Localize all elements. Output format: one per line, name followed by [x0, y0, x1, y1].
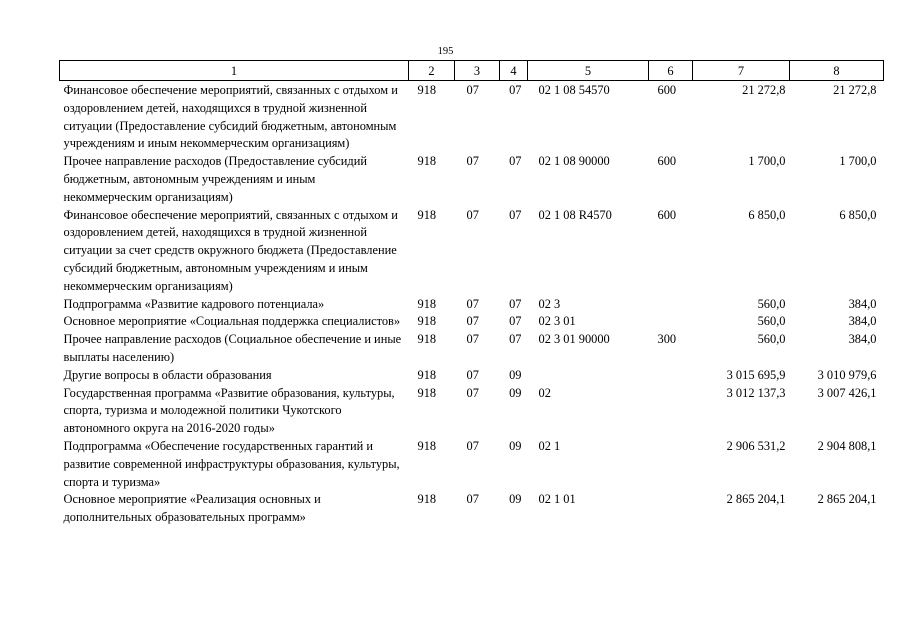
column-header: 1: [60, 61, 409, 81]
grbs-code: 918: [417, 438, 437, 453]
column-header: 3: [455, 61, 500, 81]
expense-type-code: [649, 438, 693, 491]
expense-name: Основное мероприятие «Социальная поддержка специалистов»: [63, 314, 401, 329]
table-row: [60, 491, 884, 527]
subsection-code: 09: [509, 367, 522, 382]
target-item-code: 02 3 01 90000: [538, 332, 610, 347]
expense-name: Прочее направление расходов (Предоставление субсидий бюджетным, автономным учреждениям и иным некоммерческим организациям): [63, 154, 367, 204]
target-item-code: 02 3: [538, 296, 561, 311]
expense-name: Прочее направление расходов (Социальное обеспечение и иные выплаты населению): [63, 332, 402, 364]
subsection-code: 07: [509, 83, 522, 97]
expense-type-code: [649, 385, 693, 438]
table-body: [60, 81, 884, 527]
section-code: 07: [466, 154, 479, 169]
subsection-code: 09: [509, 385, 522, 400]
table-row: [60, 313, 884, 331]
amount-year-2: 384,0: [848, 314, 877, 329]
table-row: [60, 367, 884, 385]
amount-year-2: 2 865 204,1: [817, 492, 877, 507]
amount-year-1: 21 272,8: [742, 83, 786, 97]
subsection-code: 07: [509, 332, 522, 347]
amount-year-1: 1 700,0: [748, 154, 786, 169]
subsection-code: 07: [509, 207, 522, 222]
grbs-code: 918: [417, 296, 437, 311]
expense-name: Финансовое обеспечение мероприятий, связанных с отдыхом и оздоровлением детей, находящихся в трудной жизненной ситуации за счет средств окружного бюджета (Предоставление субсидий бюджетным, автономным учреждениям и иным некоммерческим организациям): [63, 207, 398, 293]
section-code: 07: [466, 83, 479, 97]
table-row: [60, 207, 884, 296]
page-number: 195: [437, 46, 454, 57]
column-header: 6: [649, 61, 693, 81]
amount-year-1: 3 012 137,3: [726, 385, 786, 400]
grbs-code: 918: [417, 314, 437, 329]
grbs-code: 918: [417, 385, 437, 400]
table-row: [60, 153, 884, 206]
header-row: [60, 61, 884, 81]
column-header: 5: [528, 61, 649, 81]
amount-year-1: 560,0: [757, 296, 786, 311]
amount-year-1: 6 850,0: [748, 207, 786, 222]
grbs-code: 918: [417, 154, 437, 169]
expense-type-code: 600: [657, 207, 677, 222]
target-item-code: 02 1 01: [538, 492, 576, 507]
grbs-code: 918: [417, 83, 437, 97]
expense-name: Основное мероприятие «Реализация основных и дополнительных образовательных программ»: [63, 492, 321, 525]
amount-year-1: 3 015 695,9: [726, 367, 786, 382]
budget-table: [59, 60, 884, 527]
amount-year-1: 560,0: [757, 332, 786, 347]
expense-name: Государственная программа «Развитие образования, культуры, спорта, туризма и молодежной политики Чукотского автономного округа на 2016-2020 годы»: [63, 385, 395, 436]
section-code: 07: [466, 314, 479, 329]
target-item-code: 02 1: [538, 438, 561, 453]
table-row: [60, 81, 884, 154]
target-item-code: [528, 367, 649, 385]
section-code: 07: [466, 367, 479, 382]
section-code: 07: [466, 207, 479, 222]
grbs-code: 918: [417, 367, 437, 382]
amount-year-2: 3 010 979,6: [817, 367, 877, 382]
expense-type-code: [649, 313, 693, 331]
amount-year-1: 560,0: [757, 314, 786, 329]
expense-type-code: 600: [657, 83, 677, 97]
amount-year-2: 6 850,0: [839, 207, 877, 222]
grbs-code: 918: [417, 207, 437, 222]
amount-year-2: 21 272,8: [833, 83, 877, 97]
amount-year-2: 1 700,0: [839, 154, 877, 169]
section-code: 07: [466, 332, 479, 347]
column-header: 7: [693, 61, 790, 81]
target-item-code: 02 1 08 90000: [538, 154, 610, 169]
expense-name: Подпрограмма «Обеспечение государственных гарантий и развитие современной инфраструктуры образования, культуры, спорта и туризма»: [63, 438, 400, 489]
table-row: [60, 438, 884, 491]
grbs-code: 918: [417, 492, 437, 507]
target-item-code: 02 1 08 54570: [538, 83, 610, 97]
target-item-code: 02 1 08 R4570: [538, 207, 612, 222]
subsection-code: 09: [509, 492, 522, 507]
expense-name: Другие вопросы в области образования: [63, 367, 272, 382]
table-header: [60, 61, 884, 81]
grbs-code: 918: [417, 332, 437, 347]
table-row: [60, 296, 884, 314]
target-item-code: 02 3 01: [538, 314, 576, 329]
subsection-code: 07: [509, 314, 522, 329]
amount-year-2: 384,0: [848, 332, 877, 347]
amount-year-2: 3 007 426,1: [817, 385, 877, 400]
column-header: 4: [500, 61, 528, 81]
expense-type-code: [649, 367, 693, 385]
amount-year-1: 2 865 204,1: [726, 492, 786, 507]
target-item-code: 02: [538, 385, 551, 400]
expense-type-code: [649, 491, 693, 527]
expense-name: Подпрограмма «Развитие кадрового потенциала»: [63, 296, 325, 311]
section-code: 07: [466, 438, 479, 453]
section-code: 07: [466, 492, 479, 507]
column-header: 2: [409, 61, 455, 81]
expense-type-code: 300: [657, 332, 677, 347]
subsection-code: 07: [509, 154, 522, 169]
expense-name: Финансовое обеспечение мероприятий, связанных с отдыхом и оздоровлением детей, находящихся в трудной жизненной ситуации (Предоставление субсидий бюджетным, автономным учреждениям и иным некоммерческим организациям): [63, 83, 398, 151]
expense-type-code: [649, 296, 693, 314]
expense-type-code: 600: [657, 154, 677, 169]
table-row: [60, 331, 884, 367]
column-header: 8: [790, 61, 884, 81]
table-row: [60, 385, 884, 438]
section-code: 07: [466, 296, 479, 311]
subsection-code: 07: [509, 296, 522, 311]
amount-year-1: 2 906 531,2: [726, 438, 786, 453]
section-code: 07: [466, 385, 479, 400]
amount-year-2: 384,0: [848, 296, 877, 311]
subsection-code: 09: [509, 438, 522, 453]
amount-year-2: 2 904 808,1: [817, 438, 877, 453]
